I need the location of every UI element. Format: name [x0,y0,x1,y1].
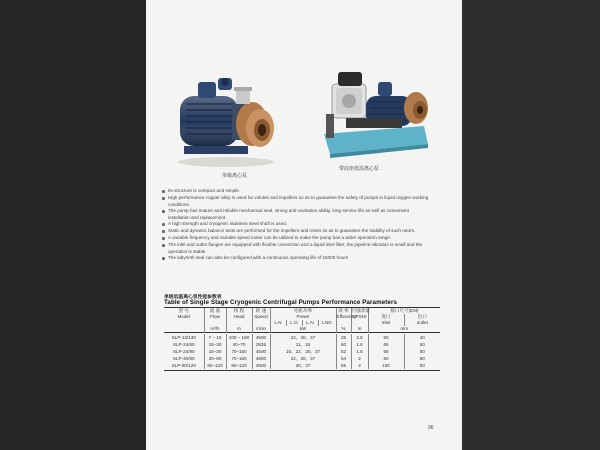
cell-eff: 56 [336,362,351,369]
header-outlet-en: outlet [404,320,440,326]
cell-outlet: 50 [404,362,440,369]
header-inlet-en: Inlet [368,320,404,326]
cell-speed: 4500 [252,362,270,369]
feature-item: A high strength and cryogenic stainless steel shaft is used. [162,221,430,228]
cell-eff: 60 [336,341,351,348]
cell-speed: 4500 [252,334,270,341]
header-flange-cn: 接口尺寸(DN) [368,308,440,314]
page-number: 06 [428,425,434,431]
cell-npsh: 1.6 [351,341,368,348]
cell-power: 11、15 [270,341,336,348]
header-power-en: Power [270,314,336,320]
unit-flange: mm [368,326,440,333]
cell-npsh: 1.6 [351,348,368,355]
cell-inlet: 65 [368,348,404,355]
cell-outlet: 50 [404,355,440,362]
cell-npsh: 2.5 [351,334,368,341]
cell-power: 15、22、30、37 [270,348,336,355]
feature-item: Static and dynamic balance tests are performed for the impellers and rotors so as to guarantee the stability of such rotors. [162,228,430,235]
photo-caption-left: 单级离心泵 [222,173,248,179]
cell-speed: 4500 [252,348,270,355]
header-eff-en: Efficiency [336,314,357,319]
cell-flow: 60–120 [204,362,226,369]
table-title: Table of Single Stage Cryogenic Centrifugal Pumps Performance Parameters [164,299,397,306]
table-row [164,341,440,348]
cell-head: 100 – 160 [226,334,252,341]
cell-model: SLP-13/130 [171,335,196,340]
cell-inlet: 50 [368,334,404,341]
cell-model: SLP-80/120 [171,363,196,368]
cell-npsh: 2 [351,355,368,362]
cell-head: 70–160 [226,355,252,362]
table-row [164,348,440,355]
feature-item: A variable frequency and variable speed motor can be utilized to make the pump has a wider operation range. [162,235,430,242]
pump-photo-left [174,74,284,170]
performance-table [164,308,440,371]
feature-item: The pump has mature and reliable mechanical seal, strong anti-cavitation ability, long service life as well as convenient installation and replacement. [162,208,430,221]
header-head-en: Head [226,314,252,320]
feature-item: The inlet and outlet flanges are equipped with flexible connection and a liquid inlet filter; the pipeline vibration is small and the operation is stable. [162,242,430,255]
header-eff-cn: 效 率 [336,308,351,314]
cell-outlet: 50 [404,341,440,348]
cell-speed: 2935 [252,341,270,348]
cell-flow: 15–30 [204,348,226,355]
unit-head: m [226,326,252,333]
header-inlet-cn: 进口 [368,314,404,320]
cell-inlet: 100 [368,362,404,369]
cell-model: SLP-24/90 [172,349,195,354]
header-flow-cn: 流 量 [204,308,226,314]
cell-model: SLP-24/60 [172,342,195,347]
cell-speed: 4500 [252,355,270,362]
header-model-en: Model [177,314,190,319]
cell-flow: 15–30 [204,341,226,348]
header-power-lo: L.O [286,320,302,326]
cell-flow: 7 – 15 [204,334,226,341]
cell-head: 70–160 [226,348,252,355]
header-speed-cn: 转 速 [252,308,270,314]
feature-item: High performance copper alloy is used for volutes and impellers so as to guarantee the safety of pumps in liquid oxygen working conditions. [162,195,430,208]
cell-outlet: 50 [404,348,440,355]
unit-npsh: m [351,326,368,333]
cell-inlet: 80 [368,355,404,362]
cell-power: 22、30、37 [270,334,336,341]
table-row [164,355,440,362]
table-row [164,362,440,369]
unit-flow: m³/h [204,326,226,333]
background-left [0,0,146,450]
cell-model: SLP-40/90 [172,356,195,361]
feature-list [162,188,430,262]
cell-outlet: 40 [404,334,440,341]
table-row [164,334,440,341]
feature-item: Its structure is compact and simple. [162,188,430,195]
cell-head: 40–70 [226,341,252,348]
header-power-cn: 电机功率 [270,308,336,314]
unit-eff: % [336,326,351,333]
cell-eff: 54 [336,355,351,362]
cell-power: 30、37 [270,362,336,369]
cell-flow: 30–50 [204,355,226,362]
header-flow-en: Flow [204,314,226,320]
cell-head: 90–120 [226,362,252,369]
pump-photo-right [316,68,432,164]
cell-power: 22、30、37 [270,355,336,362]
header-power-ln: L.N [270,320,286,326]
table-title-cn: 单级低温离心泵性能参数表 [164,295,222,300]
header-head-cn: 扬 程 [226,308,252,314]
background-right [462,0,600,450]
header-npsh-cn: 汽蚀余量 [351,308,370,313]
catalog-page [146,0,462,450]
header-model-cn: 型 号 [178,308,189,313]
cell-inlet: 65 [368,341,404,348]
header-power-lng: LNG [318,320,336,326]
header-power-lar: L.Ar [302,320,318,326]
feature-item: The labyrinth seal can also be configured,with a continuous operating life of 16000 hours [162,255,430,262]
cell-eff: 25 [336,334,351,341]
header-outlet-cn: 出口 [404,314,440,320]
cell-eff: 52 [336,348,351,355]
cell-npsh: 2 [351,362,368,369]
unit-speed: r/min [252,326,270,333]
header-speed-en: Speed [252,314,270,320]
unit-power: kW [270,326,336,333]
photo-caption-right: 带底座低温离心泵 [339,166,380,172]
header-npsh-en: NPSHr [352,314,367,319]
